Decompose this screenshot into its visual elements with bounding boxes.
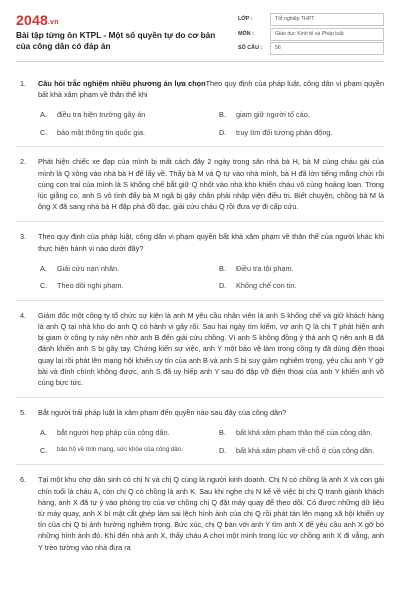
question-divider [16, 146, 384, 147]
answer-options [38, 110, 384, 137]
question-6 [16, 474, 384, 552]
question-number: 2. [20, 157, 27, 167]
option-text: bất khả xâm phạm về chỗ ở của công dân. [236, 445, 375, 455]
option-text: bảo mật thông tin quốc gia. [57, 127, 146, 137]
answer-option-a[interactable] [40, 110, 205, 120]
answer-option-b[interactable] [219, 428, 384, 438]
option-letter: C. [40, 445, 48, 455]
question-divider [16, 397, 384, 398]
answer-option-c[interactable] [40, 281, 205, 291]
option-text: điều tra hiện trường gây án [57, 110, 146, 120]
option-text: Điều tra tội phạm. [236, 263, 294, 273]
option-text: truy tìm đối tượng phản động. [236, 127, 333, 137]
question-1 [16, 78, 384, 137]
question-text: Giám đốc một công ty tổ chức sự kiện là anh M yêu cầu nhân viên là anh S khống chế và giữ khách hàng là anh Q tại nhà kho do anh Q có hành vi gây rối. Sau hai ngày tìm kiếm, vợ anh Q là chị T phát hiện anh bị giam ở công ty này nên nhờ anh B đến giải cứu chồng. Vì anh S không đồng ý thả anh Q nên anh B đã đánh khiến anh S bị gãy tay. Chứng kiến sự việc, anh Y một bảo vệ làm trong công ty đã dùng điện thoại quay lại rồi phát lên mạng hội khiến uy tín của anh B và anh S bị suy giảm nghiêm trọng, yêu cầu anh Y gỡ bài và đính chính không được, anh S đã uy hiếp anh Y sau đó đập vỡ điện thoại của anh Y khiến anh vô cùng bực tức. [38, 310, 384, 388]
meta-row-class [238, 13, 384, 26]
option-letter: C. [40, 281, 48, 291]
option-letter: B. [219, 428, 226, 438]
answer-option-d[interactable] [219, 281, 384, 291]
meta-label: SỐ CÂU : [238, 45, 263, 52]
answer-option-d[interactable] [219, 446, 384, 456]
option-letter: B. [219, 110, 226, 120]
option-text: bảo hộ về tính mạng, sức khỏe của công dân. [57, 445, 183, 453]
question-number: 1. [20, 79, 27, 88]
meta-label: MÔN : [238, 30, 254, 37]
question-divider [16, 221, 384, 222]
answer-options [38, 428, 384, 455]
document-meta [238, 13, 384, 57]
meta-row-count [238, 42, 384, 55]
option-letter: A. [40, 428, 47, 438]
question-text [38, 78, 384, 100]
site-logo[interactable] [16, 12, 59, 28]
document-title: Bài tập từng ôn KTPL - Một số quyền tự do cơ bản của công dân có đáp án [16, 30, 216, 51]
question-text: Theo quy định của pháp luật, công dân vi phạm quyền bất khả xâm phạm về thân thể của người khác khi thực hiện hành vi nào dưới đây? [38, 232, 384, 253]
question-3 [16, 231, 384, 290]
option-letter: D. [219, 127, 227, 137]
question-body: Theo quy định của pháp luật, công dân vi phạm quyền bất khả xâm phạm về thân thể khi [38, 79, 385, 100]
answer-option-c[interactable] [40, 128, 205, 138]
question-2 [16, 156, 384, 212]
answer-option-b[interactable] [219, 110, 384, 120]
option-letter: A. [40, 110, 47, 120]
logo-tld: .vn [47, 19, 59, 26]
answer-option-a[interactable] [40, 264, 205, 274]
option-letter: B. [219, 263, 226, 273]
question-text: Bắt người trái pháp luật là xâm phạm đến quyền nào sau đây của công dân? [38, 408, 287, 418]
option-letter: C. [40, 127, 48, 137]
option-letter: A. [40, 263, 47, 273]
document-header [16, 10, 384, 62]
question-list [16, 78, 384, 553]
question-5 [16, 407, 384, 455]
question-number: 6. [20, 475, 27, 485]
question-number: 3. [20, 232, 27, 242]
meta-value: Giáo dục Kinh tế và Pháp luật [270, 28, 384, 41]
question-number: 5. [20, 408, 27, 418]
answer-option-b[interactable] [219, 264, 384, 274]
logo-main: 2048 [16, 12, 48, 28]
answer-option-c[interactable] [40, 446, 205, 456]
question-divider [16, 464, 384, 465]
meta-row-subject [238, 28, 384, 41]
option-letter: D. [219, 281, 227, 291]
answer-option-d[interactable] [219, 128, 384, 138]
meta-label: LỚP : [238, 16, 253, 22]
question-text: Phát hiện chiếc xe đạp của mình bị mất cách đây 2 ngày trong sân nhà bà H, bà M cùng cháu gái của mình là Q xông vào nhà bà H để lấy về. Thấy bà M và Q tự vào nhà mình, bà H đã lớn tiếng mắng chửi rồi cùng con trai của mình là S khống chế bắt giữ Q nhốt vào nhà kho khiến cháu vô cùng hoảng loạn. Trong lúc giằng co, anh S vô tình đẩy bà M ngã bị gãy chân phải nhập viện điều trị. Biết chuyện, chồng bà M là ông X đã sang nhà bà H đập phá đồ đạc, giải cứu cháu Q rồi đưa vợ đi cấp cứu. [38, 157, 384, 212]
option-text: Khống chế con tin. [236, 281, 297, 291]
question-divider [16, 300, 384, 301]
question-number: 4. [20, 310, 27, 320]
option-text: Giải cứu nạn nhân. [57, 263, 120, 273]
answer-option-a[interactable] [40, 428, 205, 438]
answer-options [38, 264, 384, 291]
question-4 [16, 310, 384, 388]
option-text: giam giữ người tố cáo. [236, 110, 310, 120]
option-text: bất khả xâm phạm thân thể của công dân. [236, 428, 373, 438]
question-text: Tại một khu chợ dân sinh có chị N và chị Q cùng là người kinh doanh. Chị N có chồng là anh X và con gái chín tuổi là cháu A, còn chị Q có chồng là anh K. Sau khi nghe chị N kể về việc bị chị Q tranh giành khách hàng, anh X đã tự ý vào phòng trọ của vợ chồng chị Q đặt máy quay để theo dõi. Có được những dữ liệu từ máy quay, anh X bí mật cắt ghép làm sai lệch hình ảnh của chị Q rồi phát tán lên mạng xã hội khiến uy tín của chị Q bị ảnh hưởng nghiêm trọng. Bức xúc, chị Q bàn với anh Y tìm anh X để yêu cầu anh X gỡ bỏ những hình ảnh đó. Khi đến nhà anh X, thấy cháu A chơi một mình trong lúc vợ chồng anh X đi vắng, anh Y trèo tường vào nhà đưa ra [38, 475, 384, 552]
option-text: Theo dõi nghi phạm. [57, 281, 124, 291]
meta-value: 56 [270, 42, 384, 55]
option-text: bắt người hợp pháp của công dân. [57, 428, 170, 438]
option-letter: D. [219, 445, 227, 455]
meta-value: Tốt nghiệp THPT [270, 13, 384, 26]
question-type-lead: Câu hỏi trắc nghiệm nhiều phương án lựa chọn [38, 79, 206, 88]
